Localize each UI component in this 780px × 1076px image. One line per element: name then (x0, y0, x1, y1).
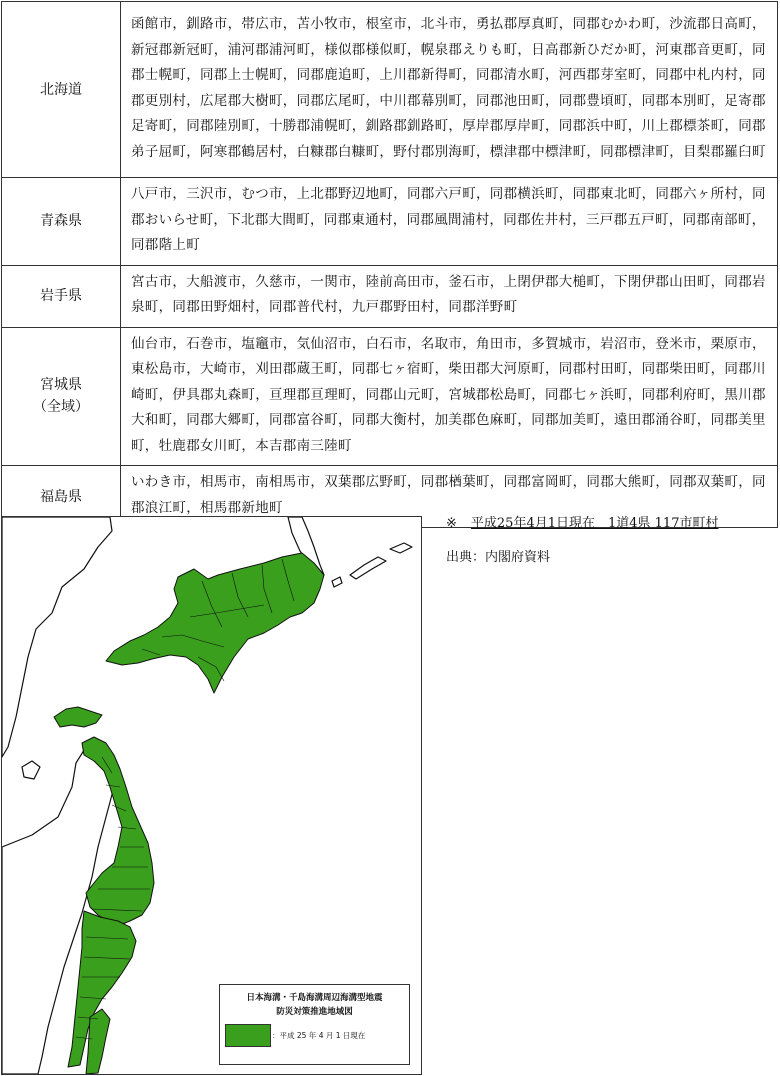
municipality-list: いわき市，相馬市，南相馬市，双葉郡広野町，同郡楢葉町，同郡富岡町，同郡大熊町，同郡双葉町，同郡浪江町，相馬郡新地町 (121, 466, 778, 528)
prefecture-name: 岩手県 (40, 288, 82, 304)
table-row (2, 178, 778, 266)
hakodate-area (54, 707, 102, 727)
table-row (2, 265, 778, 327)
note-text: 平成25年4月1日現在 1道4県 117市町村 (470, 516, 719, 531)
prefecture-name: 福島県 (40, 488, 82, 505)
sado-island (22, 761, 40, 779)
footnote (446, 515, 718, 533)
kuril-islands (332, 543, 412, 587)
source-citation: 出典：内閣府資料 (446, 550, 551, 565)
prefecture-name: 北海道 (40, 81, 82, 98)
note-mark: ※ (446, 516, 457, 531)
prefecture-cell (2, 265, 121, 327)
legend-swatch-label: ：平成 25 年 4 月 1 日現在 (272, 1031, 366, 1040)
municipality-list: 仙台市，石巻市，塩竈市，気仙沼市，白石市，名取市，角田市，多賀城市，岩沼市，登米市，栗原市，東松島市，大崎市，刈田郡蔵王町，同郡七ヶ宿町，柴田郡大河原町，同郡村田町，同郡柴田町，同郡川崎町，伊具郡丸森町，亘理郡亘理町，同郡山元町，宮城郡松島町，同郡七ヶ浜町，同郡利府町，黒川郡大和町，同郡大郷町，同郡富谷町，同郡大衡村，加美郡色麻町，同郡加美町，遠田郡涌谷町，同郡美里町，牡鹿郡女川町，本吉郡南三陸町 (121, 327, 778, 466)
legend-subtitle: 防災対策推進地域図 (276, 1007, 353, 1017)
prefecture-cell (2, 2, 121, 178)
prefecture-name: 宮城県 (40, 377, 82, 394)
legend-swatch (225, 1024, 271, 1047)
prefecture-cell (2, 327, 121, 466)
municipality-list: 函館市，釧路市，帯広市，苫小牧市，根室市，北斗市，勇払郡厚真町，同郡むかわ町，沙流郡日高町，新冠郡新冠町，浦河郡浦河町，様似郡様似町，幌泉郡えりも町，日高郡新ひだか町，河東郡音更町，同郡士幌町，同郡上士幌町，同郡鹿追町，上川郡新得町，同郡清水町，河西郡芽室町，同郡中札内村，同郡更別村，広尾郡大樹町，同郡広尾町，中川郡幕別町，同郡池田町，同郡豊頃町，同郡本別町，足寄郡足寄町，同郡陸別町，十勝郡浦幌町，釧路郡釧路町，厚岸郡厚岸町，同郡浜中町，川上郡標茶町，同郡弟子屈町，阿寒郡鶴居村，白糠郡白糠町，野付郡別海町，標津郡中標津町，同郡標津町，目梨郡羅臼町 (121, 2, 778, 178)
prefecture-name: 青森県 (40, 213, 82, 230)
table-row (2, 2, 778, 178)
hokkaido-shaded (106, 553, 324, 693)
prefecture-note: （全域） (33, 399, 89, 416)
municipality-list: 宮古市，大船渡市，久慈市，一関市，陸前高田市，釜石市，上閉伊郡大槌町，下閉伊郡山田町，同郡岩泉町，同郡田野畑村，同郡普代村，九戸郡野田村，同郡洋野町 (121, 265, 778, 327)
municipality-list: 八戸市，三沢市，むつ市，上北郡野辺地町，同郡六戸町，同郡横浜町，同郡東北町，同郡六ヶ所村，同郡おいらせ町，下北郡大間町，同郡東通村，同郡風間浦村，同郡佐井村，三戸郡五戸町，同郡南部町，同郡階上町 (121, 178, 778, 266)
municipality-table (1, 1, 778, 528)
disaster-area-map (1, 516, 422, 1075)
map-legend (219, 984, 410, 1065)
table-row (2, 327, 778, 466)
legend-title: 日本海溝・千島海溝周辺海溝型地震 (246, 993, 383, 1003)
prefecture-cell (2, 178, 121, 266)
